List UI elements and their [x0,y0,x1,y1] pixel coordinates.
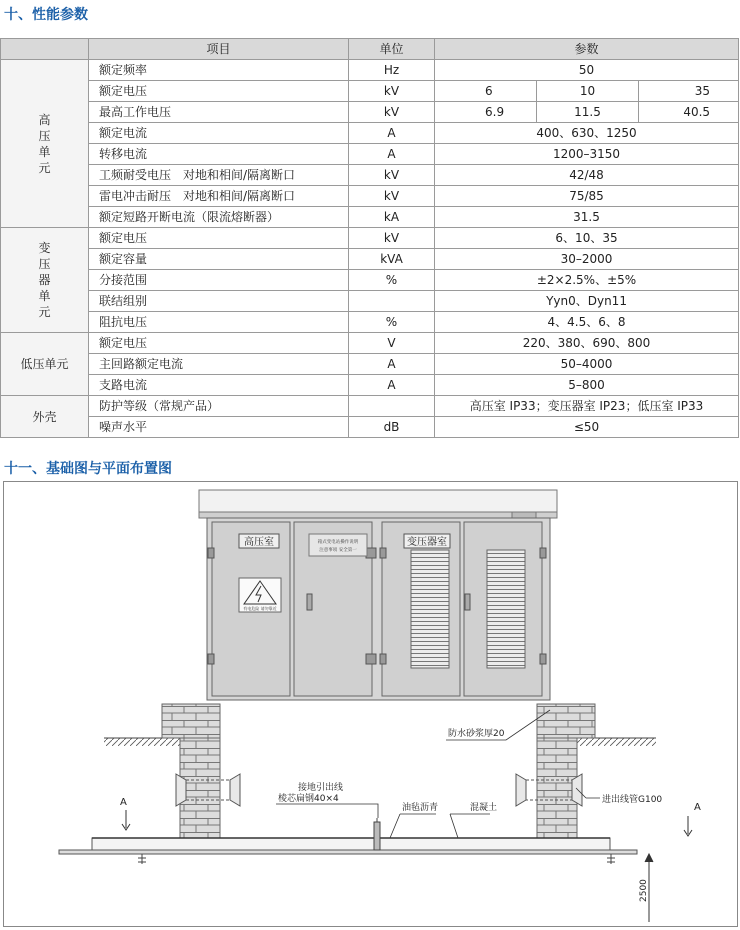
row-value-10kv: 10 [537,81,639,102]
table-row [1,354,739,375]
group-tr-char: 器 [38,273,51,287]
hv-room-label: 高压室 [244,537,274,548]
row-item: 额定电压 [89,228,349,249]
row-value: 50 [435,60,739,81]
row-item: 额定容量 [89,249,349,270]
table-row [1,291,739,312]
table-row [1,123,739,144]
row-value: ≤50 [435,417,739,438]
row-unit: V [349,333,435,354]
table-row [1,60,739,81]
left-brick-pier [162,704,220,838]
table-row [1,207,739,228]
table-row [1,144,739,165]
row-value-35kv: 40.5 [639,102,739,123]
row-unit: kA [349,207,435,228]
group-tr-char: 压 [38,257,51,271]
row-value: 400、630、1250 [435,123,739,144]
row-value: 220、380、690、800 [435,333,739,354]
table-row [1,102,739,123]
group-hv-char: 压 [38,128,51,143]
row-item: 转移电流 [89,144,349,165]
group-tr-char: 元 [38,305,51,319]
row-item: 最高工作电压 [89,102,349,123]
ground-wire [374,818,380,850]
group-hv-char: 高 [38,112,51,127]
row-unit: dB [349,417,435,438]
group-tr-char: 变 [38,241,51,255]
table-row [1,333,739,354]
row-item: 防护等级（常规产品） [89,396,349,417]
foundation-slab [59,838,637,854]
table-row [1,417,739,438]
section-mark-right: A [694,802,701,813]
row-item: 噪声水平 [89,417,349,438]
row-item: 额定频率 [89,60,349,81]
row-unit: % [349,312,435,333]
label-flat-steel: 棱芯扁钢40×4 [278,794,339,804]
row-unit: kV [349,186,435,207]
row-unit: A [349,144,435,165]
row-value: 42/48 [435,165,739,186]
section-title-layout: 十一、基础图与平面布置图 [4,461,172,477]
group-shell: 外壳 [1,396,89,438]
row-unit [349,396,435,417]
row-item: 额定电压 [89,81,349,102]
louver-right [487,550,525,668]
row-unit: % [349,270,435,291]
table-row [1,396,739,417]
row-unit [349,291,435,312]
label-concrete: 混凝土 [470,803,498,813]
table-row [1,186,739,207]
row-value-10kv: 11.5 [537,102,639,123]
row-value: ±2×2.5%、±5% [435,270,739,291]
row-item: 额定短路开断电流（限流熔断器） [89,207,349,228]
row-item: 支路电流 [89,375,349,396]
row-value-6kv: 6.9 [435,102,537,123]
row-value-35kv: 35 [639,81,739,102]
section-title-performance: 十、性能参数 [4,7,88,23]
row-value: 30–2000 [435,249,739,270]
panel-note-1: 箱式变电站操作说明 [317,540,359,545]
louver-left [411,550,449,668]
dimension-label: 2500 [639,879,649,902]
row-unit: Hz [349,60,435,81]
header-unit: 单位 [349,39,435,60]
table-header-row [1,39,739,60]
row-value: 75/85 [435,186,739,207]
table-row [1,165,739,186]
row-value-6kv: 6 [435,81,537,102]
row-unit: kVA [349,249,435,270]
row-item: 主回路额定电流 [89,354,349,375]
row-value: 高压室 IP33；变压器室 IP23；低压室 IP33 [435,396,739,417]
row-unit: A [349,375,435,396]
group-transformer-unit [1,228,89,333]
row-item: 联结组别 [89,291,349,312]
row-unit: kV [349,81,435,102]
transformer-room-label: 变压器室 [407,537,447,548]
row-value: 6、10、35 [435,228,739,249]
row-value: 4、4.5、6、8 [435,312,739,333]
row-value: 5–800 [435,375,739,396]
group-hv-unit [1,60,89,228]
row-value: 50–4000 [435,354,739,375]
row-value: 1200–3150 [435,144,739,165]
dimension-2500 [639,854,653,922]
group-tr-char: 单 [38,289,51,303]
panel-note-2: 注意事项 安全第一 [319,548,357,553]
row-unit: A [349,354,435,375]
header-blank [1,39,89,60]
row-item: 阻抗电压 [89,312,349,333]
row-item: 工频耐受电压 对地和相间/隔离断口 [89,165,349,186]
table-row [1,312,739,333]
group-hv-char: 单 [38,144,51,159]
row-value: Yyn0、Dyn11 [435,291,739,312]
table-row [1,270,739,291]
section-mark-left: A [120,797,127,808]
warning-sign-text: 有电危险 请勿靠近 [243,606,277,611]
performance-table [0,38,739,438]
table-row [1,81,739,102]
row-value: 31.5 [435,207,739,228]
group-lv-unit: 低压单元 [1,333,89,396]
table-row [1,375,739,396]
row-item: 雷电冲击耐压 对地和相间/隔离断口 [89,186,349,207]
label-conduit: 进出线管G100 [602,795,663,805]
row-unit: kV [349,165,435,186]
foundation-drawing-svg [4,482,737,926]
row-unit: kV [349,228,435,249]
right-brick-pier [537,704,595,838]
table-row [1,249,739,270]
label-felt-asphalt: 油毡沥青 [402,803,439,813]
row-item: 额定电压 [89,333,349,354]
group-hv-char: 元 [38,160,51,175]
substation-roof [199,490,557,518]
row-unit: A [349,123,435,144]
label-waterproof-mortar: 防水砂浆厚20 [448,729,505,739]
table-row [1,228,739,249]
foundation-drawing [3,481,738,927]
header-param: 参数 [435,39,739,60]
header-item: 项目 [89,39,349,60]
row-item: 额定电流 [89,123,349,144]
row-unit: kV [349,102,435,123]
row-item: 分接范围 [89,270,349,291]
label-ground-wire: 接地引出线 [298,783,344,793]
